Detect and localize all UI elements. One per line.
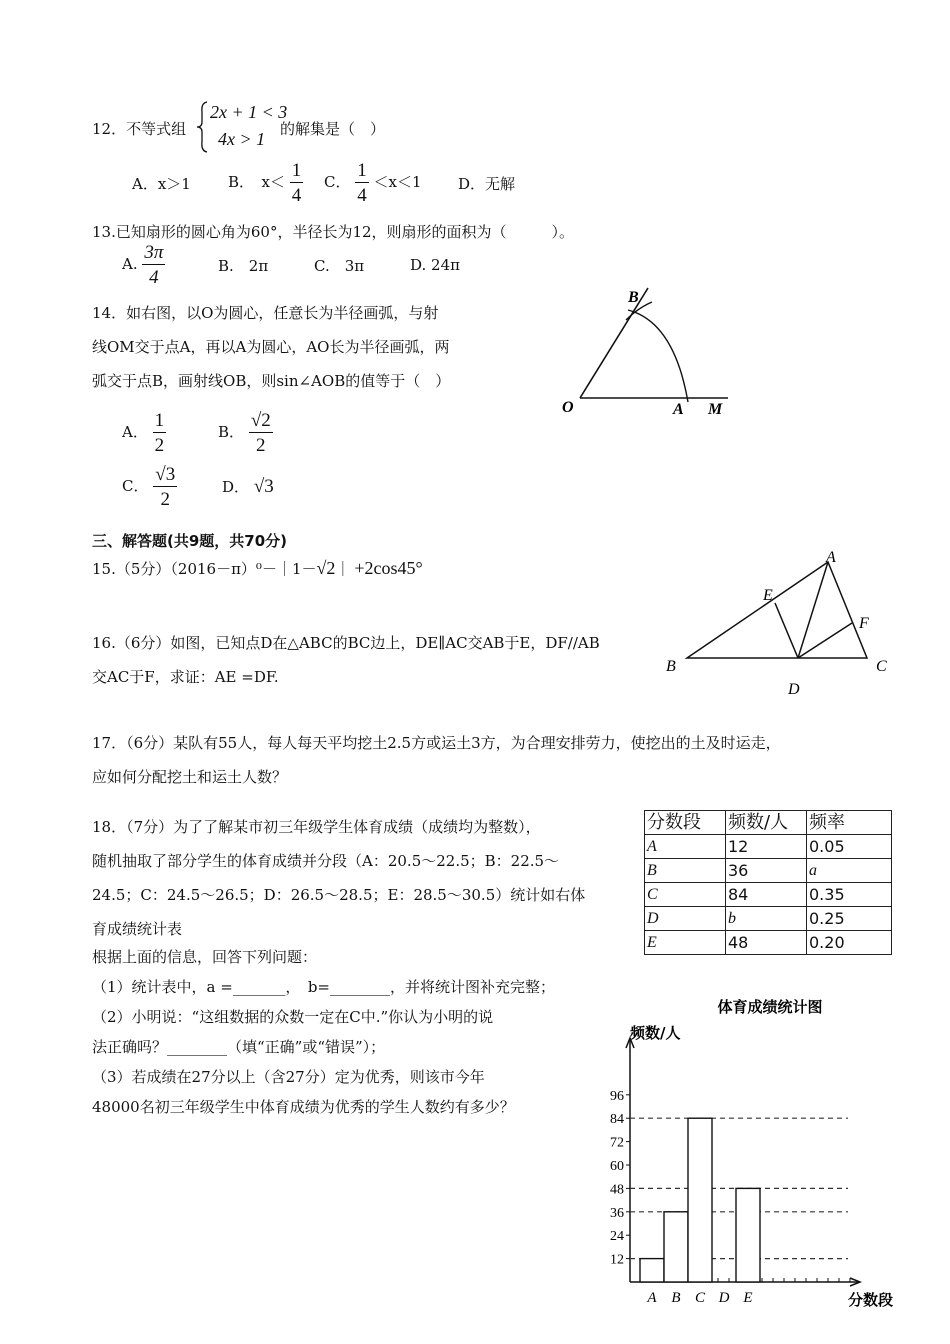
q15-tail: +2cos45°	[354, 557, 423, 578]
table-cell: 36	[726, 859, 807, 883]
q13-opt-b: B. 2π	[218, 256, 269, 275]
table-cell: 84	[726, 883, 807, 907]
label-b: B	[666, 658, 676, 675]
table-cell: 0.25	[807, 907, 892, 931]
label-e: E	[763, 587, 773, 604]
q14-figure	[556, 282, 736, 422]
q18-sub2b: 法正确吗？________（填“正确”或“错误”）；	[92, 1038, 386, 1056]
q14-line2: 线OM交于点A，再以A为圆心，AO长为半径画弧，两	[92, 338, 450, 356]
segment-ad	[798, 562, 828, 658]
q12-prefix: 12．不等式组	[92, 120, 187, 138]
q18-line1: 18．（7分）为了了解某市初三年级学生体育成绩（成绩均为整数），	[92, 818, 541, 836]
q17-line1: 17．（6分）某队有55人，每人每天平均挖土2.5方或运土3方，为合理安排劳力，使挖出的土及时运走，	[92, 734, 781, 752]
y-tick-label: 36	[610, 1205, 624, 1221]
q18-sub3b: 48000名初三年级学生中体育成绩为优秀的学生人数约有多少？	[92, 1098, 515, 1116]
q18-line4: 育成绩统计表	[92, 920, 183, 938]
table-cell: 0.20	[807, 931, 892, 955]
table-row	[645, 907, 892, 931]
q17-stem	[92, 726, 781, 794]
table-cell: D	[645, 907, 726, 931]
label-d: D	[788, 681, 800, 698]
brace-icon	[196, 100, 210, 154]
segment-df	[798, 623, 852, 658]
bar	[688, 1118, 712, 1282]
bar	[736, 1188, 760, 1282]
table-row	[645, 859, 892, 883]
q15-bar: ｜	[335, 559, 351, 578]
chart-ylabel: 频数/人	[630, 1024, 681, 1042]
q12-ineq2: 4x > 1	[218, 129, 266, 149]
label-a: A	[826, 550, 836, 566]
q16-figure	[660, 550, 896, 700]
bar	[640, 1259, 664, 1282]
q18-line3: 24.5；C：24.5～26.5；D：26.5～28.5；E：28.5～30.5）统计如右体	[92, 886, 586, 904]
q13-opt-d: D. 24π	[410, 256, 460, 274]
y-tick-label: 84	[610, 1112, 624, 1128]
q15-sqrt: √2	[316, 557, 336, 578]
q12-opt-d: D．无解	[458, 174, 516, 193]
q13-stem: 13.已知扇形的圆心角为60°，半径长为12，则扇形的面积为（ ）。	[92, 223, 575, 241]
segment-de	[775, 603, 798, 658]
q13-opt-a: A. $\frac{3\pi}{4}$	[122, 242, 164, 288]
q18-stem	[92, 810, 585, 946]
q12-system	[196, 100, 288, 154]
table-row	[645, 883, 892, 907]
header-cell: 频率	[807, 811, 892, 835]
table-row	[645, 931, 892, 955]
q17-line2: 应如何分配挖土和运土人数？	[92, 768, 288, 786]
table-cell: E	[645, 931, 726, 955]
q14-opt-c: C． $\frac{√3}{2}$	[122, 464, 176, 510]
table-cell: 0.05	[807, 835, 892, 859]
q12-stem	[92, 118, 186, 139]
bar-chart	[590, 990, 910, 1320]
q16-stem	[92, 626, 600, 694]
q12-ineq1: 2x + 1 < 3	[210, 102, 288, 122]
table-row	[645, 835, 892, 859]
table-cell: 12	[726, 835, 807, 859]
y-tick-label: 24	[610, 1229, 624, 1245]
q18-sub1: （1）统计表中，a =_______， b=________，并将统计图补充完整；	[92, 978, 555, 996]
table-cell: a	[807, 859, 892, 883]
q16-line2: 交AC于F，求证：AE =DF.	[92, 668, 279, 686]
q12-opt-b: B． x＜ $\frac{1}{4}$	[228, 160, 302, 206]
q14-line1: 14．如右图，以O为圆心，任意长为半径画弧，与射	[92, 304, 439, 322]
table-header-row	[645, 811, 892, 835]
q14-opt-d: D． √3	[222, 476, 274, 497]
q18-line2: 随机抽取了部分学生的体育成绩并分段（A：20.5～22.5；B：22.5～	[92, 852, 560, 870]
label-o: O	[562, 399, 574, 416]
x-tick-label: C	[694, 1290, 706, 1306]
y-tick-label: 12	[610, 1252, 624, 1268]
table-cell: b	[726, 907, 807, 931]
section-title: 三、解答题(共9题，共70分)	[92, 532, 288, 550]
table-cell: 48	[726, 931, 807, 955]
q14-line3: 弧交于点B，画射线OB，则sin∠AOB的值等于（ ）	[92, 372, 451, 390]
x-tick-label: A	[647, 1290, 657, 1306]
q13-options	[122, 242, 460, 288]
q14-opt-b: B． $\frac{√2}{2}$	[218, 410, 271, 456]
q14-options-row2	[122, 464, 274, 510]
score-table	[644, 810, 892, 955]
label-c: C	[876, 658, 887, 675]
label-a: A	[673, 401, 684, 418]
q12-options	[132, 160, 515, 206]
q13-opt-c: C. 3π	[314, 256, 365, 275]
table-cell: B	[645, 859, 726, 883]
y-tick-label: 48	[610, 1182, 624, 1198]
header-cell: 分数段	[645, 811, 726, 835]
q12-opt-c: C． $\frac{1}{4}$ ＜x＜1	[324, 160, 422, 206]
label-b: B	[628, 289, 639, 306]
bar	[664, 1212, 688, 1282]
y-tick-label: 72	[610, 1135, 624, 1151]
chart-xlabel: 分数段	[848, 1291, 894, 1309]
y-tick-label: 96	[610, 1088, 624, 1104]
chart-title: 体育成绩统计图	[717, 998, 823, 1016]
x-tick-label: B	[671, 1290, 681, 1306]
y-tick-label: 60	[610, 1159, 624, 1174]
q18-sub3a: （3）若成绩在27分以上（含27分）定为优秀，则该市今年	[92, 1068, 485, 1086]
table-cell: 0.35	[807, 883, 892, 907]
table-cell: A	[645, 835, 726, 859]
q16-line1: 16.（6分）如图，已知点D在△ABC的BC边上，DE∥AC交AB于E，DF//AB	[92, 634, 600, 652]
triangle-abc	[687, 562, 867, 658]
header-cell: 频数/人	[726, 811, 807, 835]
label-f: F	[859, 615, 869, 632]
arc-a	[628, 310, 688, 402]
label-m: M	[708, 401, 723, 418]
q14-opt-a: A． $\frac{1}{2}$	[122, 410, 165, 456]
q14-stem	[92, 296, 450, 398]
q12-opt-a: A．x＞1	[132, 174, 191, 193]
q18-line5: 根据上面的信息，回答下列问题：	[92, 948, 318, 966]
table-cell: C	[645, 883, 726, 907]
x-tick-label: E	[743, 1290, 753, 1306]
q15-stem	[92, 556, 423, 580]
x-tick-label: D	[718, 1290, 730, 1306]
q18-sub2a: （2）小明说：“这组数据的众数一定在C中.”你认为小明的说	[92, 1008, 494, 1026]
q14-options-row1	[122, 410, 273, 456]
q15-text: 15.（5分）（2016－π）⁰－｜1－	[92, 559, 317, 578]
q12-suffix: 的解集是（ ）	[280, 120, 386, 138]
q18-questions	[92, 942, 555, 1122]
